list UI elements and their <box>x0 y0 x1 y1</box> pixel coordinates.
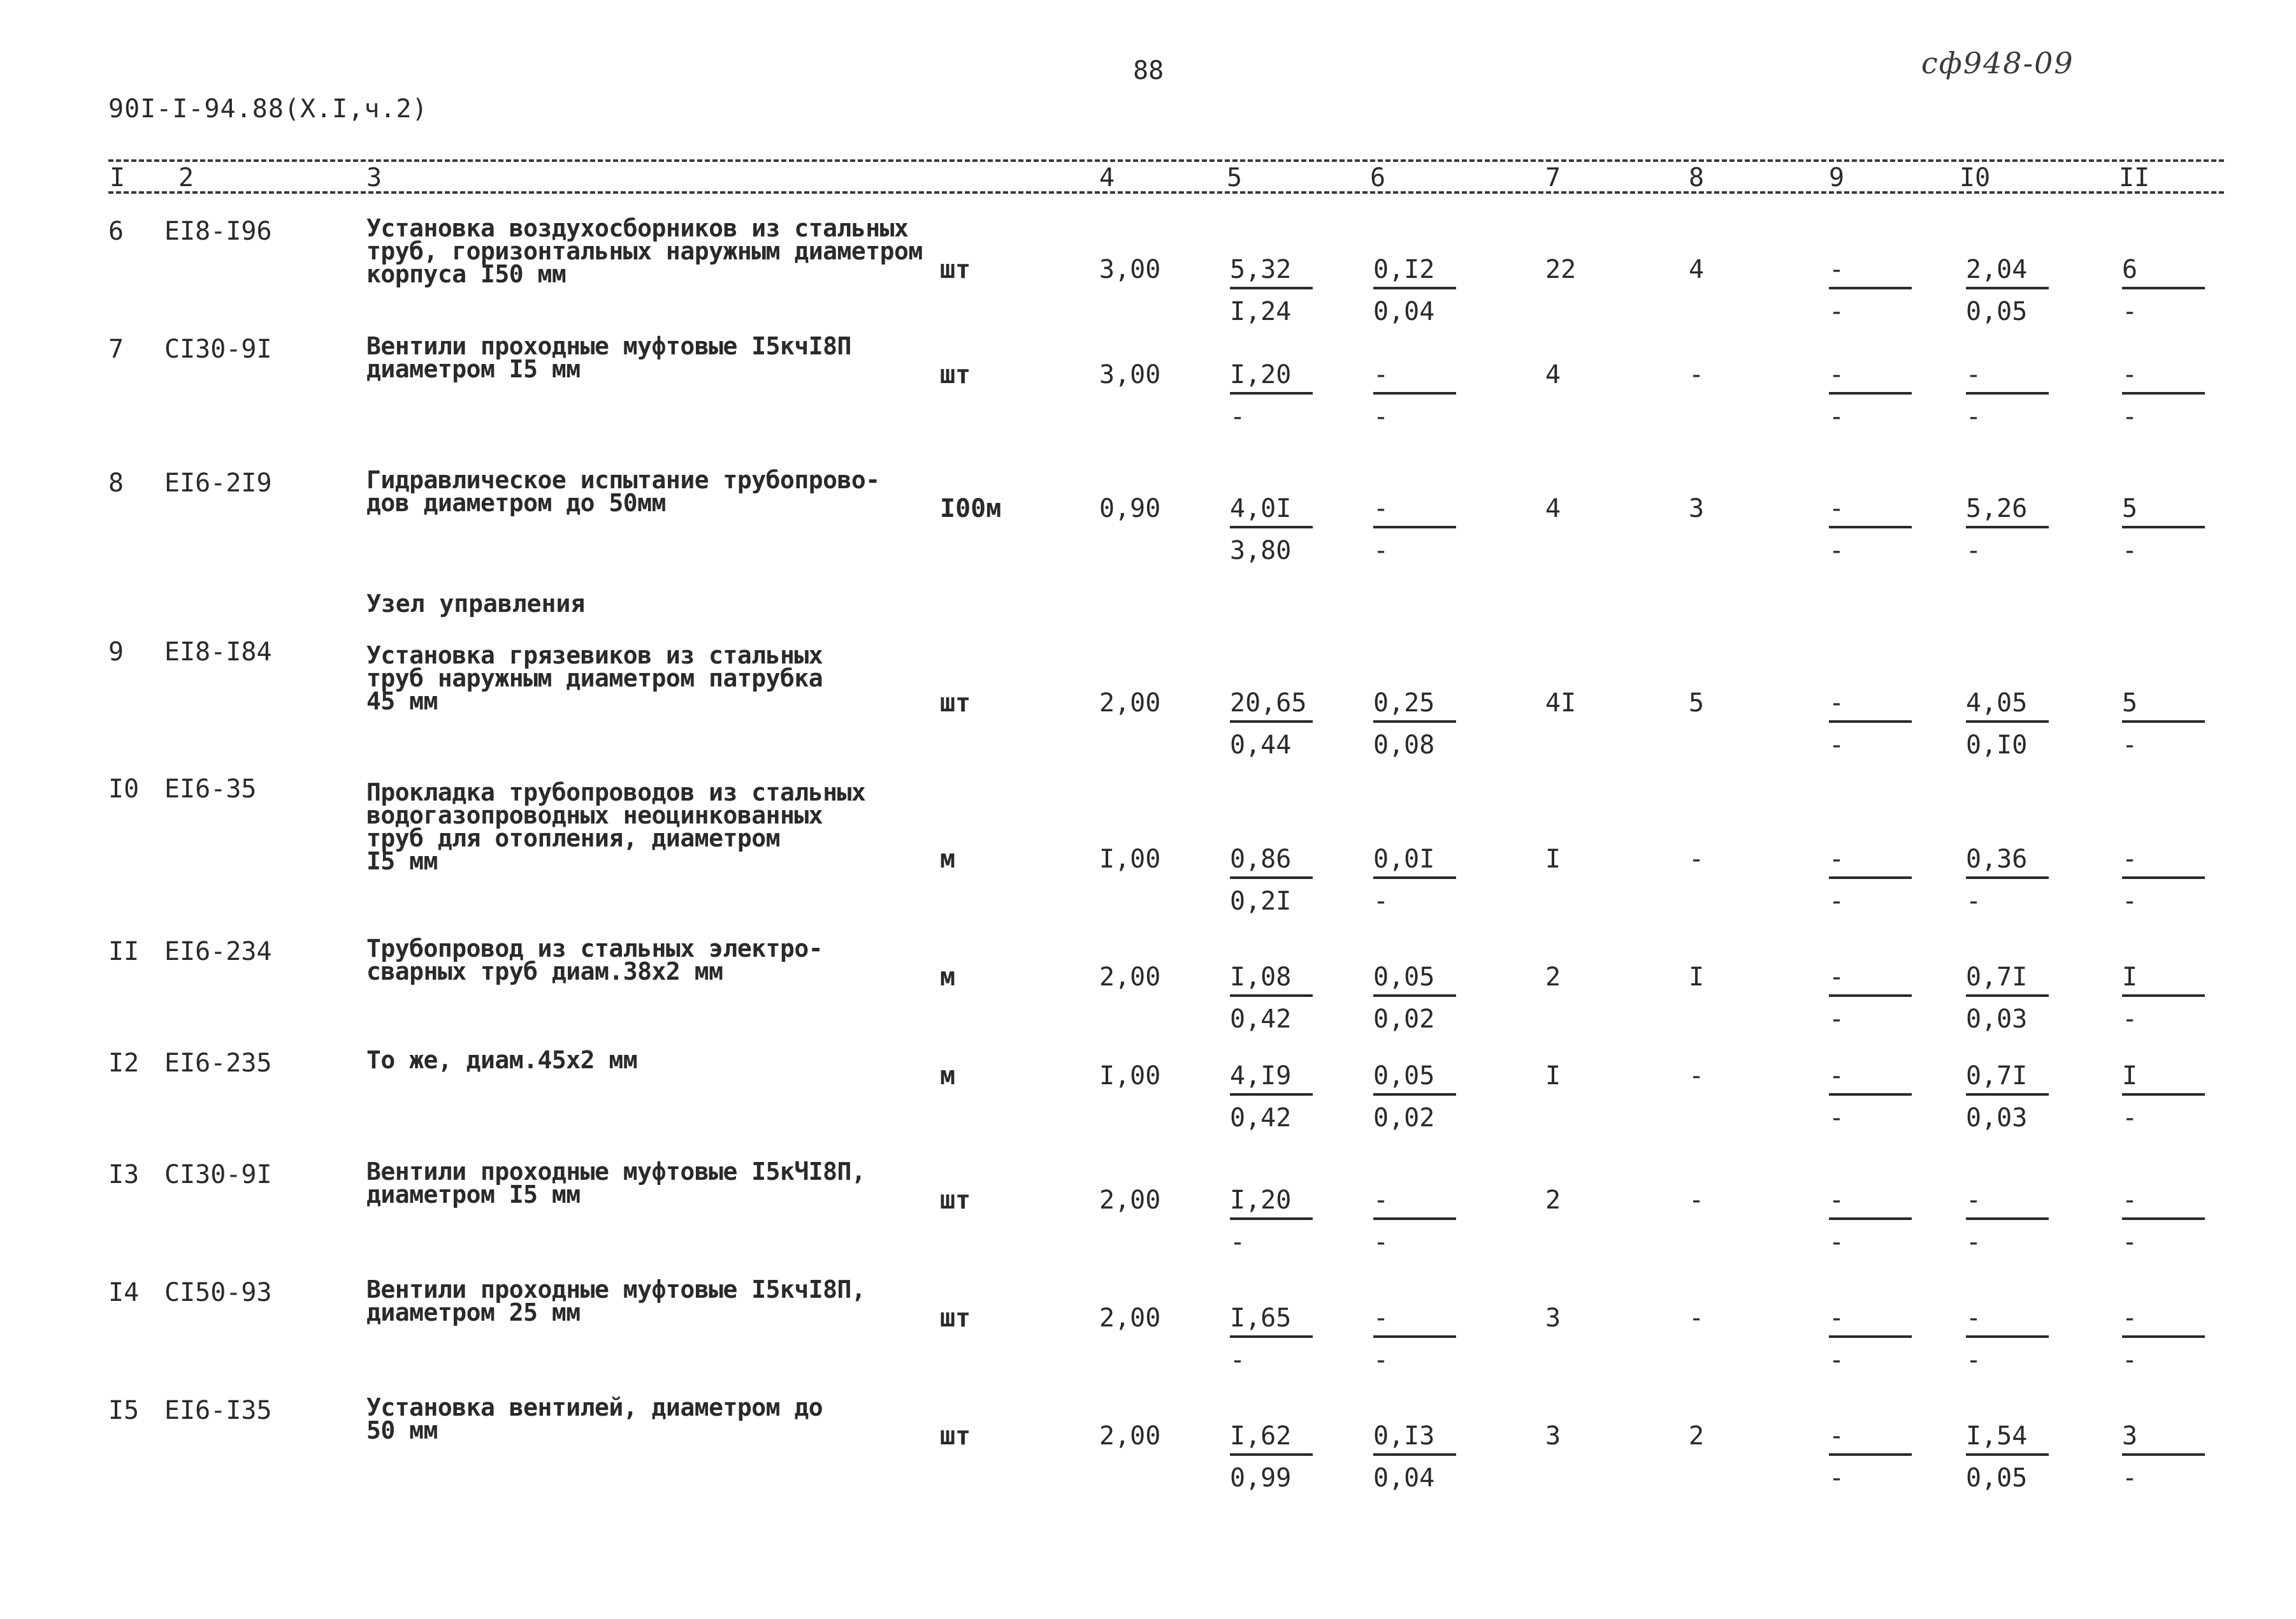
unit-of-measure: шт <box>940 1186 971 1215</box>
col11-fraction-top: - <box>2122 1186 2138 1215</box>
col9-fraction-top: - <box>1829 1421 1845 1451</box>
col7-value: 2 <box>1545 1186 1561 1215</box>
col11-fraction-bottom: - <box>2122 1005 2138 1034</box>
col5-fraction-top: I,65 <box>1230 1303 1292 1333</box>
col9-fraction-bottom: - <box>1829 402 1845 432</box>
col11-fraction-bottom: - <box>2122 297 2138 326</box>
col9-fraction <box>1829 1303 1912 1375</box>
col5-fraction <box>1230 1186 1313 1257</box>
column-header-3: 3 <box>366 163 382 192</box>
col6-fraction <box>1373 1421 1456 1493</box>
col9-fraction <box>1829 1061 1912 1133</box>
col9-fraction <box>1829 845 1912 916</box>
col9-fraction-bottom: - <box>1829 536 1845 565</box>
col10-fraction <box>1966 255 2049 324</box>
work-description: Установка грязевиков из стальных труб наружным диаметром патрубка 45 мм <box>366 641 823 715</box>
fraction-bar <box>1373 392 1456 395</box>
rate-code: EI6-234 <box>164 937 272 966</box>
fraction-bar <box>1829 287 1912 289</box>
col11-fraction-bottom: - <box>2122 1463 2138 1493</box>
table-row <box>0 1046 2296 1133</box>
col9-fraction <box>1829 1421 1912 1493</box>
fraction-bar <box>2122 876 2205 879</box>
col5-fraction-bottom: - <box>1230 1346 1246 1375</box>
col5-fraction <box>1230 1303 1313 1375</box>
col11-fraction-top: - <box>2122 845 2138 874</box>
rate-code: CI50-93 <box>164 1278 272 1307</box>
col6-fraction-bottom: - <box>1373 1346 1389 1375</box>
col10-fraction-top: 0,7I <box>1966 962 2028 992</box>
col5-fraction-top: 4,I9 <box>1230 1061 1292 1091</box>
col8-value: - <box>1689 1061 1705 1091</box>
fraction-bar <box>1373 1217 1456 1220</box>
page-number: 88 <box>1133 56 1164 85</box>
col6-fraction-bottom: 0,08 <box>1373 730 1435 760</box>
row-number: 6 <box>108 217 124 246</box>
fraction-bar <box>1373 526 1456 528</box>
col9-fraction-top: - <box>1829 360 1845 389</box>
col10-fraction-bottom: 0,05 <box>1966 1463 2028 1493</box>
fraction-bar <box>1829 1093 1912 1096</box>
col10-fraction <box>1966 688 2049 760</box>
section-title: Узел управления <box>366 590 586 618</box>
fraction-bar <box>2122 720 2205 723</box>
fraction-bar <box>2122 1335 2205 1338</box>
fraction-bar <box>2122 1093 2205 1096</box>
col11-fraction <box>2122 1061 2205 1133</box>
col6-fraction <box>1373 688 1456 760</box>
col11-fraction <box>2122 1303 2205 1375</box>
fraction-bar <box>1829 876 1912 879</box>
work-description: Вентили проходные муфтовые I5кчI8П диаметром I5 мм <box>366 332 851 383</box>
col5-fraction <box>1230 962 1313 1034</box>
fraction-bar <box>1230 526 1313 528</box>
col5-fraction-bottom: 0,99 <box>1230 1463 1292 1493</box>
col10-fraction <box>1966 962 2049 1034</box>
column-header-4: 4 <box>1099 163 1115 192</box>
quantity: 3,00 <box>1099 255 1161 284</box>
fraction-bar <box>1373 1335 1456 1338</box>
col9-fraction-top: - <box>1829 962 1845 992</box>
col10-fraction <box>1966 1421 2049 1493</box>
col9-fraction <box>1829 688 1912 760</box>
work-description: Вентили проходные муфтовые I5кЧI8П, диаметром I5 мм <box>366 1158 866 1209</box>
col5-fraction-bottom: 0,42 <box>1230 1103 1292 1133</box>
table-row <box>0 466 2296 565</box>
row-number: I0 <box>108 774 140 804</box>
col10-fraction-bottom: - <box>1966 536 1982 565</box>
col6-fraction-bottom: 0,04 <box>1373 297 1435 326</box>
quantity: 2,00 <box>1099 962 1161 992</box>
fraction-bar <box>2122 994 2205 997</box>
col8-value: I <box>1689 962 1705 992</box>
col6-fraction-bottom: 0,04 <box>1373 1463 1435 1493</box>
fraction-bar <box>1230 1453 1313 1456</box>
quantity: 2,00 <box>1099 1421 1161 1451</box>
fraction-bar <box>1373 1093 1456 1096</box>
col9-fraction-bottom: - <box>1829 1228 1845 1257</box>
work-description: То же, диам.45х2 мм <box>366 1046 638 1074</box>
quantity: 0,90 <box>1099 494 1161 523</box>
row-number: I3 <box>108 1160 140 1189</box>
unit-of-measure: I00м <box>940 494 1002 523</box>
col9-fraction <box>1829 360 1912 432</box>
unit-of-measure: шт <box>940 255 971 284</box>
unit-of-measure: м <box>940 1061 956 1091</box>
col9-fraction-bottom: - <box>1829 730 1845 760</box>
fraction-bar <box>1966 720 2049 723</box>
col11-fraction <box>2122 688 2205 760</box>
col11-fraction <box>2122 845 2205 916</box>
col6-fraction-bottom: 0,02 <box>1373 1005 1435 1034</box>
col11-fraction-top: I <box>2122 1061 2138 1091</box>
fraction-bar <box>1829 994 1912 997</box>
col5-fraction <box>1230 360 1313 432</box>
col6-fraction-top: 0,05 <box>1373 962 1435 992</box>
col11-fraction-bottom: - <box>2122 402 2138 432</box>
col6-fraction <box>1373 255 1456 324</box>
col10-fraction-bottom: 0,I0 <box>1966 730 2028 760</box>
fraction-bar <box>1230 1093 1313 1096</box>
col6-fraction-top: - <box>1373 494 1389 523</box>
work-description: Трубопровод из стальных электро- сварных труб диам.38х2 мм <box>366 934 823 985</box>
fraction-bar <box>1829 1217 1912 1220</box>
fraction-bar <box>1829 526 1912 528</box>
fraction-bar <box>2122 1453 2205 1456</box>
fraction-bar <box>1230 392 1313 395</box>
col9-fraction <box>1829 494 1912 563</box>
col9-fraction <box>1829 255 1912 324</box>
col5-fraction-top: I,20 <box>1230 1186 1292 1215</box>
fraction-bar <box>1829 720 1912 723</box>
column-header-11: II <box>2119 163 2150 192</box>
col8-value: 4 <box>1689 255 1705 284</box>
col9-fraction-bottom: - <box>1829 1005 1845 1034</box>
work-description: Установка воздухосборников из стальных труб, горизонтальных наружным диаметром корпуса I50 мм <box>366 214 923 288</box>
header-top-rule <box>108 159 2224 162</box>
col6-fraction-top: 0,I3 <box>1373 1421 1435 1451</box>
rate-code: CI30-9I <box>164 335 272 364</box>
column-header-7: 7 <box>1545 163 1561 192</box>
fraction-bar <box>1966 876 2049 879</box>
col6-fraction-top: - <box>1373 1186 1389 1215</box>
col9-fraction-bottom: - <box>1829 1346 1845 1375</box>
fraction-bar <box>1829 1453 1912 1456</box>
col6-fraction-bottom: - <box>1373 887 1389 916</box>
col9-fraction-bottom: - <box>1829 1103 1845 1133</box>
col5-fraction <box>1230 255 1313 324</box>
work-description: Установка вентилей, диаметром до 50 мм <box>366 1393 823 1444</box>
col11-fraction <box>2122 494 2205 563</box>
row-number: 7 <box>108 335 124 364</box>
col11-fraction <box>2122 360 2205 432</box>
col7-value: 2 <box>1545 962 1561 992</box>
row-number: I4 <box>108 1278 140 1307</box>
col6-fraction-bottom: - <box>1373 402 1389 432</box>
col10-fraction <box>1966 360 2049 432</box>
rate-code: EI6-35 <box>164 774 257 804</box>
fraction-bar <box>1373 876 1456 879</box>
col6-fraction-bottom: - <box>1373 1228 1389 1257</box>
quantity: 2,00 <box>1099 1303 1161 1333</box>
col6-fraction <box>1373 360 1456 432</box>
rate-code: EI6-I35 <box>164 1396 272 1425</box>
col10-fraction-bottom: - <box>1966 1228 1982 1257</box>
fraction-bar <box>2122 526 2205 528</box>
fraction-bar <box>2122 1217 2205 1220</box>
fraction-bar <box>1230 1217 1313 1220</box>
col10-fraction-bottom: 0,03 <box>1966 1005 2028 1034</box>
table-row <box>0 1393 2296 1493</box>
col5-fraction-top: 4,0I <box>1230 494 1292 523</box>
column-header-5: 5 <box>1227 163 1243 192</box>
fraction-bar <box>1829 1335 1912 1338</box>
col11-fraction-bottom: - <box>2122 730 2138 760</box>
fraction-bar <box>1230 720 1313 723</box>
header-bottom-rule <box>108 191 2224 194</box>
col5-fraction-top: I,20 <box>1230 360 1292 389</box>
fraction-bar <box>2122 392 2205 395</box>
col10-fraction-bottom: - <box>1966 887 1982 916</box>
col5-fraction-top: 20,65 <box>1230 688 1307 718</box>
unit-of-measure: шт <box>940 1421 971 1451</box>
col7-value: 4I <box>1545 688 1577 718</box>
col7-value: 22 <box>1545 255 1577 284</box>
col8-value: 2 <box>1689 1421 1705 1451</box>
fraction-bar <box>1230 1335 1313 1338</box>
col6-fraction-bottom: 0,02 <box>1373 1103 1435 1133</box>
unit-of-measure: м <box>940 845 956 874</box>
quantity: I,00 <box>1099 845 1161 874</box>
quantity: 2,00 <box>1099 1186 1161 1215</box>
col5-fraction-top: I,08 <box>1230 962 1292 992</box>
col10-fraction-top: - <box>1966 1303 1982 1333</box>
col9-fraction-top: - <box>1829 255 1845 284</box>
col11-fraction <box>2122 1186 2205 1257</box>
col5-fraction <box>1230 688 1313 760</box>
col10-fraction-top: 0,36 <box>1966 845 2028 874</box>
fraction-bar <box>1230 876 1313 879</box>
fraction-bar <box>1373 720 1456 723</box>
quantity: 2,00 <box>1099 688 1161 718</box>
fraction-bar <box>1230 287 1313 289</box>
col5-fraction-top: I,62 <box>1230 1421 1292 1451</box>
col5-fraction-top: 5,32 <box>1230 255 1292 284</box>
quantity: I,00 <box>1099 1061 1161 1091</box>
col10-fraction-bottom: 0,05 <box>1966 297 2028 326</box>
fraction-bar <box>1966 392 2049 395</box>
col11-fraction <box>2122 962 2205 1034</box>
col5-fraction <box>1230 1421 1313 1493</box>
col10-fraction <box>1966 1186 2049 1257</box>
col5-fraction-bottom: 0,42 <box>1230 1005 1292 1034</box>
quantity: 3,00 <box>1099 360 1161 389</box>
work-description: Гидравлическое испытание трубопрово- дов диаметром до 50мм <box>366 466 880 517</box>
row-number: 8 <box>108 468 124 498</box>
col11-fraction-bottom: - <box>2122 536 2138 565</box>
col7-value: 3 <box>1545 1303 1561 1333</box>
col11-fraction-top: I <box>2122 962 2138 992</box>
col10-fraction <box>1966 845 2049 916</box>
fraction-bar <box>1966 1093 2049 1096</box>
rate-code: EI6-235 <box>164 1049 272 1078</box>
col10-fraction-top: 5,26 <box>1966 494 2028 523</box>
col6-fraction <box>1373 1061 1456 1133</box>
unit-of-measure: шт <box>940 688 971 718</box>
column-header-8: 8 <box>1689 163 1705 192</box>
col9-fraction <box>1829 962 1912 1034</box>
col11-fraction-top: 6 <box>2122 255 2138 284</box>
fraction-bar <box>1966 994 2049 997</box>
col6-fraction-bottom: - <box>1373 536 1389 565</box>
column-header-1: I <box>110 163 126 192</box>
column-header-10: I0 <box>1960 163 1991 192</box>
col6-fraction <box>1373 962 1456 1034</box>
col8-value: 5 <box>1689 688 1705 718</box>
col10-fraction-bottom: - <box>1966 402 1982 432</box>
col7-value: 3 <box>1545 1421 1561 1451</box>
col5-fraction <box>1230 845 1313 916</box>
fraction-bar <box>1966 526 2049 528</box>
col10-fraction <box>1966 1303 2049 1375</box>
table-row <box>0 1275 2296 1375</box>
col9-fraction-bottom: - <box>1829 887 1845 916</box>
col8-value: - <box>1689 845 1705 874</box>
col9-fraction-top: - <box>1829 1186 1845 1215</box>
col11-fraction-top: 5 <box>2122 688 2138 718</box>
col10-fraction-top: I,54 <box>1966 1421 2028 1451</box>
col6-fraction <box>1373 1186 1456 1257</box>
col6-fraction <box>1373 1303 1456 1375</box>
col6-fraction-top: 0,0I <box>1373 845 1435 874</box>
col6-fraction-top: 0,05 <box>1373 1061 1435 1091</box>
col9-fraction-top: - <box>1829 845 1845 874</box>
unit-of-measure: м <box>940 962 956 992</box>
col5-fraction-bottom: 0,2I <box>1230 887 1292 916</box>
col11-fraction-top: 5 <box>2122 494 2138 523</box>
row-number: II <box>108 937 140 966</box>
col10-fraction-top: 2,04 <box>1966 255 2028 284</box>
col5-fraction <box>1230 494 1313 563</box>
col7-value: I <box>1545 1061 1561 1091</box>
col9-fraction-top: - <box>1829 1303 1845 1333</box>
col5-fraction-bottom: I,24 <box>1230 297 1292 326</box>
col6-fraction-top: - <box>1373 1303 1389 1333</box>
col11-fraction <box>2122 255 2205 324</box>
table-row <box>0 332 2296 432</box>
col8-value: - <box>1689 1186 1705 1215</box>
col6-fraction-top: - <box>1373 360 1389 389</box>
work-description: Вентили проходные муфтовые I5кчI8П, диаметром 25 мм <box>366 1275 866 1326</box>
col9-fraction-top: - <box>1829 688 1845 718</box>
col7-value: I <box>1545 845 1561 874</box>
col7-value: 4 <box>1545 360 1561 389</box>
table-row <box>0 774 2296 916</box>
unit-of-measure: шт <box>940 360 971 389</box>
col5-fraction-bottom: 3,80 <box>1230 536 1292 565</box>
fraction-bar <box>2122 287 2205 289</box>
col5-fraction <box>1230 1061 1313 1133</box>
col9-fraction-top: - <box>1829 1061 1845 1091</box>
col9-fraction-bottom: - <box>1829 297 1845 326</box>
col11-fraction-top: - <box>2122 1303 2138 1333</box>
table-row <box>0 637 2296 760</box>
col9-fraction <box>1829 1186 1912 1257</box>
rate-code: EI8-I96 <box>164 217 272 246</box>
table-row <box>0 214 2296 326</box>
row-number: I5 <box>108 1396 140 1425</box>
col10-fraction-bottom: 0,03 <box>1966 1103 2028 1133</box>
column-header-6: 6 <box>1370 163 1386 192</box>
col11-fraction <box>2122 1421 2205 1493</box>
fraction-bar <box>1373 287 1456 289</box>
handwritten-stamp: сф948-09 <box>1921 46 2074 80</box>
row-number: I2 <box>108 1049 140 1078</box>
col10-fraction <box>1966 494 2049 563</box>
col5-fraction-bottom: 0,44 <box>1230 730 1292 760</box>
col10-fraction <box>1966 1061 2049 1133</box>
col10-fraction-top: 0,7I <box>1966 1061 2028 1091</box>
col5-fraction-bottom: - <box>1230 402 1246 432</box>
col5-fraction-bottom: - <box>1230 1228 1246 1257</box>
col10-fraction-top: - <box>1966 360 1982 389</box>
col9-fraction-top: - <box>1829 494 1845 523</box>
col8-value: - <box>1689 1303 1705 1333</box>
fraction-bar <box>1966 1217 2049 1220</box>
fraction-bar <box>1373 1453 1456 1456</box>
table-row <box>0 934 2296 1034</box>
fraction-bar <box>1373 994 1456 997</box>
work-description: Прокладка трубопроводов из стальных водогазопроводных неоцинкованных труб для отопления, диаметром I5 мм <box>366 778 866 875</box>
document-code: 90I-I-94.88(X.I,ч.2) <box>108 94 428 124</box>
rate-code: EI8-I84 <box>164 637 272 667</box>
col11-fraction-bottom: - <box>2122 1103 2138 1133</box>
col10-fraction-top: - <box>1966 1186 1982 1215</box>
rate-code: EI6-2I9 <box>164 468 272 498</box>
fraction-bar <box>1829 392 1912 395</box>
fraction-bar <box>1966 1453 2049 1456</box>
col5-fraction-top: 0,86 <box>1230 845 1292 874</box>
col6-fraction-top: 0,I2 <box>1373 255 1435 284</box>
unit-of-measure: шт <box>940 1303 971 1333</box>
col11-fraction-bottom: - <box>2122 887 2138 916</box>
row-number: 9 <box>108 637 124 667</box>
rate-code: CI30-9I <box>164 1160 272 1189</box>
col10-fraction-bottom: - <box>1966 1346 1982 1375</box>
col8-value: 3 <box>1689 494 1705 523</box>
col6-fraction <box>1373 845 1456 916</box>
col11-fraction-top: 3 <box>2122 1421 2138 1451</box>
col11-fraction-top: - <box>2122 360 2138 389</box>
col6-fraction <box>1373 494 1456 563</box>
col9-fraction-bottom: - <box>1829 1463 1845 1493</box>
column-header-9: 9 <box>1829 163 1845 192</box>
col6-fraction-top: 0,25 <box>1373 688 1435 718</box>
column-header-2: 2 <box>178 163 194 192</box>
col7-value: 4 <box>1545 494 1561 523</box>
col11-fraction-bottom: - <box>2122 1228 2138 1257</box>
fraction-bar <box>1230 994 1313 997</box>
table-row <box>0 1158 2296 1257</box>
col11-fraction-bottom: - <box>2122 1346 2138 1375</box>
col8-value: - <box>1689 360 1705 389</box>
fraction-bar <box>1966 287 2049 289</box>
col10-fraction-top: 4,05 <box>1966 688 2028 718</box>
fraction-bar <box>1966 1335 2049 1338</box>
